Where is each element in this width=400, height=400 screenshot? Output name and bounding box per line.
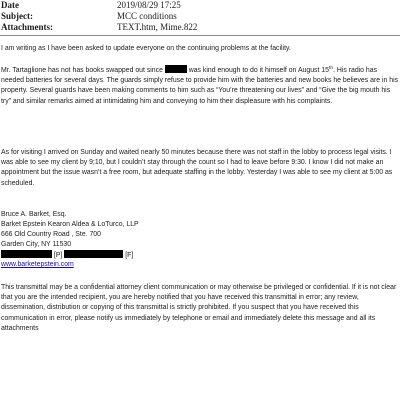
redaction-block: [165, 65, 187, 73]
website-link[interactable]: www.barketepstein.com: [1, 261, 74, 268]
intro-paragraph: I am writing as I have been asked to update everyone on the continuing problems at the facility.: [1, 45, 291, 52]
signature-address-line1: 666 Old Country Road , Ste. 700: [1, 231, 101, 238]
header-divider: [0, 35, 400, 36]
confidentiality-disclaimer: This transmittal may be a confidential attorney client communication or may otherwise be privileged or confidential. If it is not clear that you are the intended recipient, you are hereby notified that you have received this transmittal in error; any review, dissemination, distribution or copying of this transmittal is strictly prohibited. If you suspect that you have received this communication in error, please notify us immediately by telephone or email and immediately delete this message and all its attachments: [1, 284, 397, 332]
date-label: Date: [1, 0, 19, 10]
subject-label: Subject:: [1, 11, 33, 21]
fax-redaction: [64, 250, 123, 258]
signature-firm: Barket Epstein Kearon Aldea & LoTurco, LLP: [1, 221, 139, 228]
subject-value: MCC conditions: [117, 11, 177, 21]
visiting-paragraph: As for visiting I arrived on Sunday and waited nearly 50 minutes because there was not staff in the lobby to process legal visits. I was able to see my client by 9;10, but I couldn’t stay through the count so I had to leave before 9:30. I know I did not make an appointment but the issue wasn’t a free room, but adequate staffing in the lobby. Yesterday I was able to see my client at 5:00 as scheduled.: [1, 149, 393, 187]
p2-text-d: . His radio has needed batteries for several days. The guards simply refuse to provide him with the batteries and new books he believes are in his property. Several guards have been making comments to him such as “You’re threatening our lives” and “Give the big mouth his try” and similar remarks aimed at intimidating him and conveying to him their displeasure with his complaints.: [1, 67, 399, 105]
date-value: 2019/08/29 17:25: [117, 0, 181, 10]
phone-marker: [P]: [53, 252, 63, 259]
p2-text-b: was kind enough to do it himself on: [188, 67, 297, 74]
signature-address-line2: Garden City, NY 11530: [1, 241, 72, 248]
p2-date-suffix: th: [328, 66, 333, 71]
attachments-label: Attachments:: [1, 22, 53, 32]
phone-redaction: [1, 250, 52, 258]
signature-website-line: [1, 260, 399, 270]
signature-name: Bruce A. Barket, Esq.: [1, 211, 67, 218]
attachments-value[interactable]: TEXT.htm, Mime.822: [117, 22, 198, 32]
fax-marker: [F]: [125, 252, 134, 259]
p2-date: August 15: [297, 67, 329, 74]
p2-text-a: Mr. Tartaglione has not has books swapped out since: [1, 67, 163, 74]
conditions-paragraph: [1, 65, 399, 107]
